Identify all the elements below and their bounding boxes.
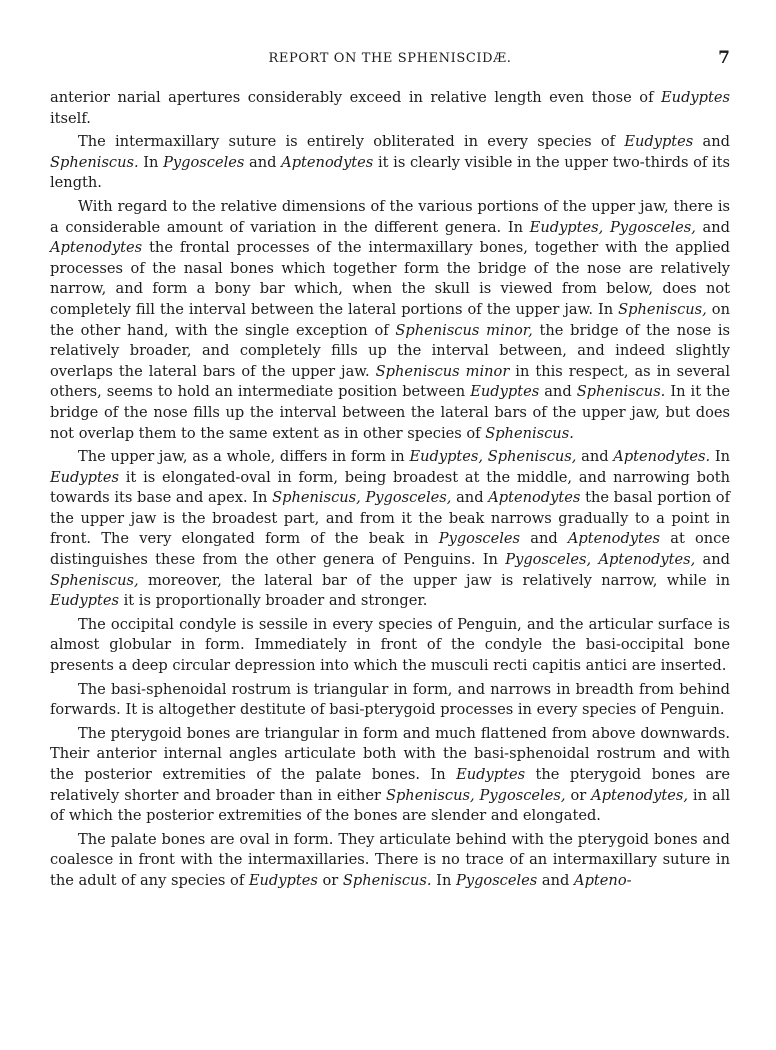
- italic-text: Eudyptes, Pygosceles,: [529, 218, 696, 236]
- running-title: REPORT ON THE SPHENISCIDÆ.: [268, 51, 512, 66]
- paragraph: [50, 132, 730, 194]
- italic-text: Aptenodytes.: [613, 448, 711, 466]
- text-run: and: [537, 871, 575, 889]
- text-run: the pterygoid bones are relatively shorter and broader than in either: [50, 766, 730, 804]
- page-number: 7: [718, 48, 730, 68]
- italic-text: Spheniscus,: [618, 300, 707, 318]
- text-run: and: [576, 448, 614, 466]
- paragraph: [50, 88, 730, 129]
- text-run: the bridge of the nose is relatively broader, and completely fills up the interval between, and indeed slightly overlaps the lateral bars of the upper jaw.: [50, 321, 730, 380]
- page-header: [50, 48, 730, 70]
- paragraph: [50, 680, 730, 721]
- text-run: and: [695, 551, 730, 569]
- text-run: The pterygoid bones are triangular in form and much flattened from above downwards. Their anterior internal angles articulate both with the basi-sphenoidal rostrum and with the posterior extremities of the palate bones. In: [50, 724, 730, 783]
- text-run: The upper jaw, as a whole, differs in form in: [78, 448, 410, 466]
- italic-text: Spheniscus.: [342, 871, 432, 889]
- italic-text: Eudyptes: [661, 89, 730, 106]
- paragraph: [50, 197, 730, 444]
- italic-text: Eudyptes: [624, 133, 694, 151]
- text-run: The basi-sphenoidal rostrum is triangular in form, and narrows in breadth from behind forwards. It is altogether destitute of basi-pterygoid processes in every species of Penguin.: [50, 680, 730, 719]
- italic-text: Aptenodytes: [488, 489, 581, 507]
- text-run: it is clearly visible in the upper two-thirds of its length.: [50, 153, 730, 192]
- italic-text: Aptenodytes,: [591, 786, 688, 804]
- text-run: and: [244, 153, 282, 171]
- italic-text: Aptenodytes: [50, 239, 143, 257]
- text-run: and: [539, 383, 577, 401]
- text-run: or: [317, 871, 343, 889]
- text-run: and: [520, 530, 568, 548]
- italic-text: Spheniscus minor,: [395, 321, 533, 339]
- paragraph: [50, 447, 730, 612]
- text-run: With regard to the relative dimensions of the various portions of the upper jaw, there is a considerable amount of variation in the different genera. In: [50, 197, 730, 236]
- text-run: moreover, the lateral bar of the upper jaw is relatively narrow, while in: [138, 571, 730, 589]
- italic-text: Eudyptes: [470, 383, 540, 401]
- text-run: anterior narial apertures considerably exceed in relative length even those of: [50, 89, 662, 106]
- italic-text: Eudyptes: [456, 766, 526, 783]
- text-run: in all of which the posterior extremities of the bones are slender and elongated.: [50, 786, 730, 825]
- italic-text: Pygosceles: [438, 530, 521, 548]
- text-run: The occipital condyle is sessile in every species of Penguin, and the articular surface is almost globular in form. Immediately in front of the condyle the basi-occipital bone presents a deep circular depression into which the musculi recti capitis antici are inserted.: [50, 615, 730, 675]
- text-run: In it the bridge of the nose fills up the interval between the lateral bars of the upper jaw, but does not overlap them to the same extent as in other species of: [50, 383, 730, 442]
- text-run: it is elongated-oval in form, being broadest at the middle, and narrowing both towards its base and apex. In: [50, 468, 730, 507]
- italic-text: Eudyptes, Spheniscus,: [409, 448, 577, 466]
- text-run: The palate bones are oval in form. They articulate behind with the pterygoid bones and coalesce in front with the intermaxillaries. There is no trace of an intermaxillary suture in the adult of any species of: [50, 830, 730, 889]
- text-run: and: [451, 489, 489, 507]
- body-text: [50, 88, 730, 895]
- italic-text: Apteno-: [574, 871, 632, 889]
- italic-text: Spheniscus.: [485, 424, 574, 442]
- italic-text: Pygosceles: [163, 153, 245, 171]
- text-run: at once distinguishes these from the other genera of Penguins. In: [50, 530, 730, 569]
- italic-text: Spheniscus,: [50, 571, 139, 589]
- text-run: it is proportionally broader and stronger.: [118, 592, 428, 610]
- text-run: the basal portion of the upper jaw is the broadest part, and from it the beak narrows gradually to a point in front. The very elongated form of the beak in: [50, 489, 730, 548]
- text-run: In: [710, 448, 730, 466]
- italic-text: Spheniscus, Pygosceles,: [272, 489, 452, 507]
- italic-text: Aptenodytes: [567, 530, 661, 548]
- italic-text: Spheniscus.: [576, 383, 666, 401]
- text-run: In: [431, 871, 456, 889]
- text-run: in this respect, as in several others, seems to hold an intermediate position between: [50, 362, 731, 401]
- text-run: on the other hand, with the single exception of: [50, 300, 730, 339]
- text-run: itself.: [50, 109, 91, 127]
- italic-text: Pygosceles, Aptenodytes,: [505, 551, 696, 569]
- italic-text: Spheniscus minor: [375, 362, 510, 380]
- italic-text: Eudyptes: [50, 592, 119, 610]
- italic-text: Eudyptes: [50, 468, 119, 486]
- paragraph: [50, 830, 730, 892]
- text-run: and: [693, 133, 730, 151]
- italic-text: Spheniscus, Pygosceles,: [385, 786, 566, 804]
- paragraph: [50, 724, 730, 827]
- text-run: or: [565, 786, 592, 804]
- text-run: The intermaxillary suture is entirely obliterated in every species of: [78, 133, 625, 151]
- italic-text: Spheniscus.: [50, 153, 139, 171]
- text-run: the frontal processes of the intermaxillary bones, together with the applied processes of the nasal bones which together form the bridge of the nose are relatively narrow, and form a bony bar which, when the skull is viewed from below, does not completely fill the interval between the lateral portions of the upper jaw. In: [50, 239, 730, 318]
- paragraph: [50, 615, 730, 677]
- text-run: In: [138, 153, 164, 171]
- italic-text: Eudyptes: [248, 871, 318, 889]
- text-run: and: [695, 218, 730, 236]
- italic-text: Aptenodytes: [281, 153, 374, 171]
- italic-text: Pygosceles: [456, 871, 538, 889]
